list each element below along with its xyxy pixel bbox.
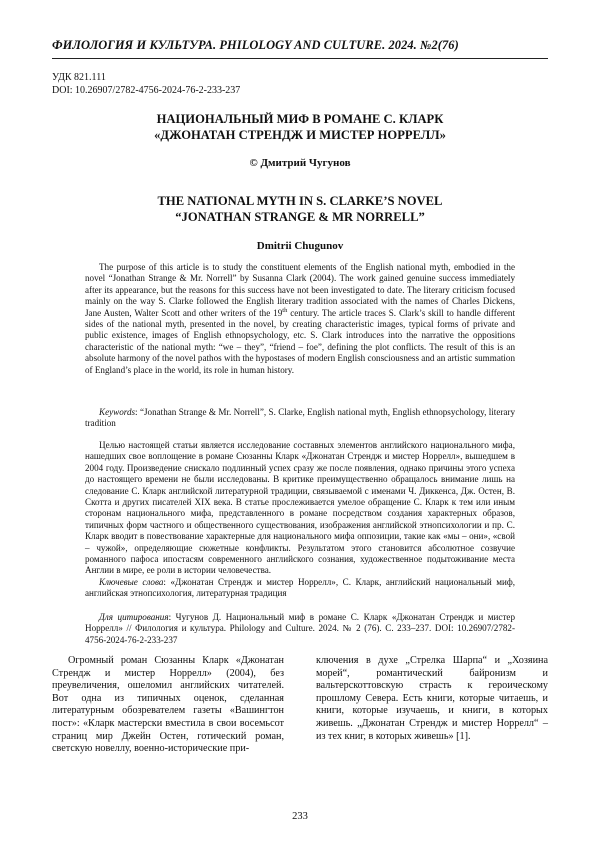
running-header: ФИЛОЛОГИЯ И КУЛЬТУРА. PHILOLOGY AND CULTURE. 2024. №2(76): [52, 38, 459, 52]
citation-text: : Чугунов Д. Национальный миф в романе С. Кларк «Джонатан Стрендж и мистер Норрелл» // Филология и культура. Philology and Culture. 2024. № 2 (76). С. 233–237. DOI: 10.26907/2782-4756-2024-76-2-233-237: [85, 612, 515, 645]
keywords-russian-text: : «Джонатан Стрендж и мистер Норрелл», С. Кларк, английский национальный миф, английская этнопсихология, литературная традиция: [85, 577, 515, 599]
author-russian: © Дмитрий Чугунов: [249, 157, 351, 169]
title-english-line-2: “JONATHAN STRANGE & MR NORRELL”: [175, 210, 425, 224]
keywords-english-label: Keywords: [99, 407, 136, 417]
keywords-english-text: : “Jonathan Strange & Mr. Norrell”, S. Clarke, English national myth, English ethnopsychology, literary tradition: [85, 407, 515, 429]
keywords-english: [85, 407, 515, 430]
title-russian-line-2: «ДЖОНАТАН СТРЕНДЖ И МИСТЕР НОРРЕЛЛ»: [154, 128, 446, 142]
page-number: 233: [292, 811, 308, 822]
title-english-line-1: THE NATIONAL MYTH IN S. CLARKE’S NOVEL: [157, 194, 443, 208]
header-divider: [52, 58, 548, 59]
udk-code: УДК 821.111: [52, 72, 106, 83]
title-english: [52, 193, 548, 225]
citation-block: [85, 612, 515, 646]
title-russian-line-1: НАЦИОНАЛЬНЫЙ МИФ В РОМАНЕ С. КЛАРК: [156, 112, 444, 126]
author-english: Dmitrii Chugunov: [256, 240, 344, 252]
abstract-russian: Целью настоящей статьи является исследование составных элементов английского национального мифа, нашедших свое воплощение в романе Сюзанны Кларк «Джонатан Стрендж и мистер Норрелл», вышедшем в 2004 году. Произведение снискало подлинный успех сразу же после появления, однако причины этого успеха до настоящего времени не были исследованы. В критике преимущественно обращалось внимание лишь на следование С. Кларк английской литературной традиции, связываемой с именами Ч. Диккенса, Дж. Остен, В. Скотта и других писателей XIX века. В статье прослеживается умелое обращение С. Кларк к тем или иным сторонам национального мифа, представленного в романе посредством создания характерных образов, типичных форм частного и общественного существования, изображения английской этнопсихологии и пр. С. Кларк вводит в повествование характерные для национального мифа оппозиции, такие как «мы – они», «свой – чужой», определяющие сюжетные конфликты. Результатом этого становится абсолютное созвучие романного пафоса ипостасям современного английского сознания, художественное подытоживание места Англии в мире, ее роли в истории человечества.: [85, 440, 515, 576]
keywords-russian: [85, 577, 515, 600]
abstract-english: [85, 262, 515, 376]
abstract-english-part-1: The purpose of this article is to study the constituent elements of the English national myth, embodied in the novel “Jonathan Strange & Mr. Norrell” by Susanna Clark (2004). The work gained genuine success immediately after its appearance, but the reasons for this success have not been investigated to date. The literary criticism focused mainly on the way S. Clarke followed the English literary tradition associated with the names of Charles Dickens, Jane Austen, Walter Scott and other writers of the 19: [85, 262, 515, 318]
title-russian: [52, 111, 548, 143]
citation-label: Для цитирования: [99, 612, 169, 622]
doi: DOI: 10.26907/2782-4756-2024-76-2-233-237: [52, 84, 241, 96]
body-column-right: ключения в духе „Стрелка Шарпа“ и „Хозяина морей“, романтический байронизм и вальтерскоттовскую страсть к героическому прошлому Севера. Есть книги, которые читаешь, и книги, которые изучаешь, и книги, в которых живешь. „Джонатан Стрендж и мистер Норрелл“ – из тех книг, в которых живешь» [1].: [316, 655, 548, 742]
article-meta: [52, 72, 240, 97]
body-column-left: Огромный роман Сюзанны Кларк «Джонатан Стрендж и мистер Норрелл» (2004), без преувеличения, ошеломил английских читателей. Вот одна из типичных оценок, сделанная литературным обозревателем газеты «Вашингтон пост»: «Кларк мастерски вместила в свои восемьсот страниц мир Джейн Остен, готический роман, светскую новеллу, военно-исторические при-: [52, 655, 284, 755]
abstract-english-part-2: century. The article traces S. Clark’s skill to handle different sides of the national myth, presented in the novel, by creating characteristic images, typical forms of private and public existence, images of English ethnopsychology, etc. S. Clark introduces into the narrative the oppositions characteristic of the national myth: “we – they”, “friend – foe”, defining the plot conflicts. The result of this is an absolute harmony of the novel pathos with the hypostases of modern English consciousness and an artistic summation of England’s place in the world, its role in human history.: [85, 307, 515, 375]
abstract-english-superscript: th: [282, 306, 288, 314]
keywords-russian-label: Ключевые слова: [99, 577, 164, 587]
